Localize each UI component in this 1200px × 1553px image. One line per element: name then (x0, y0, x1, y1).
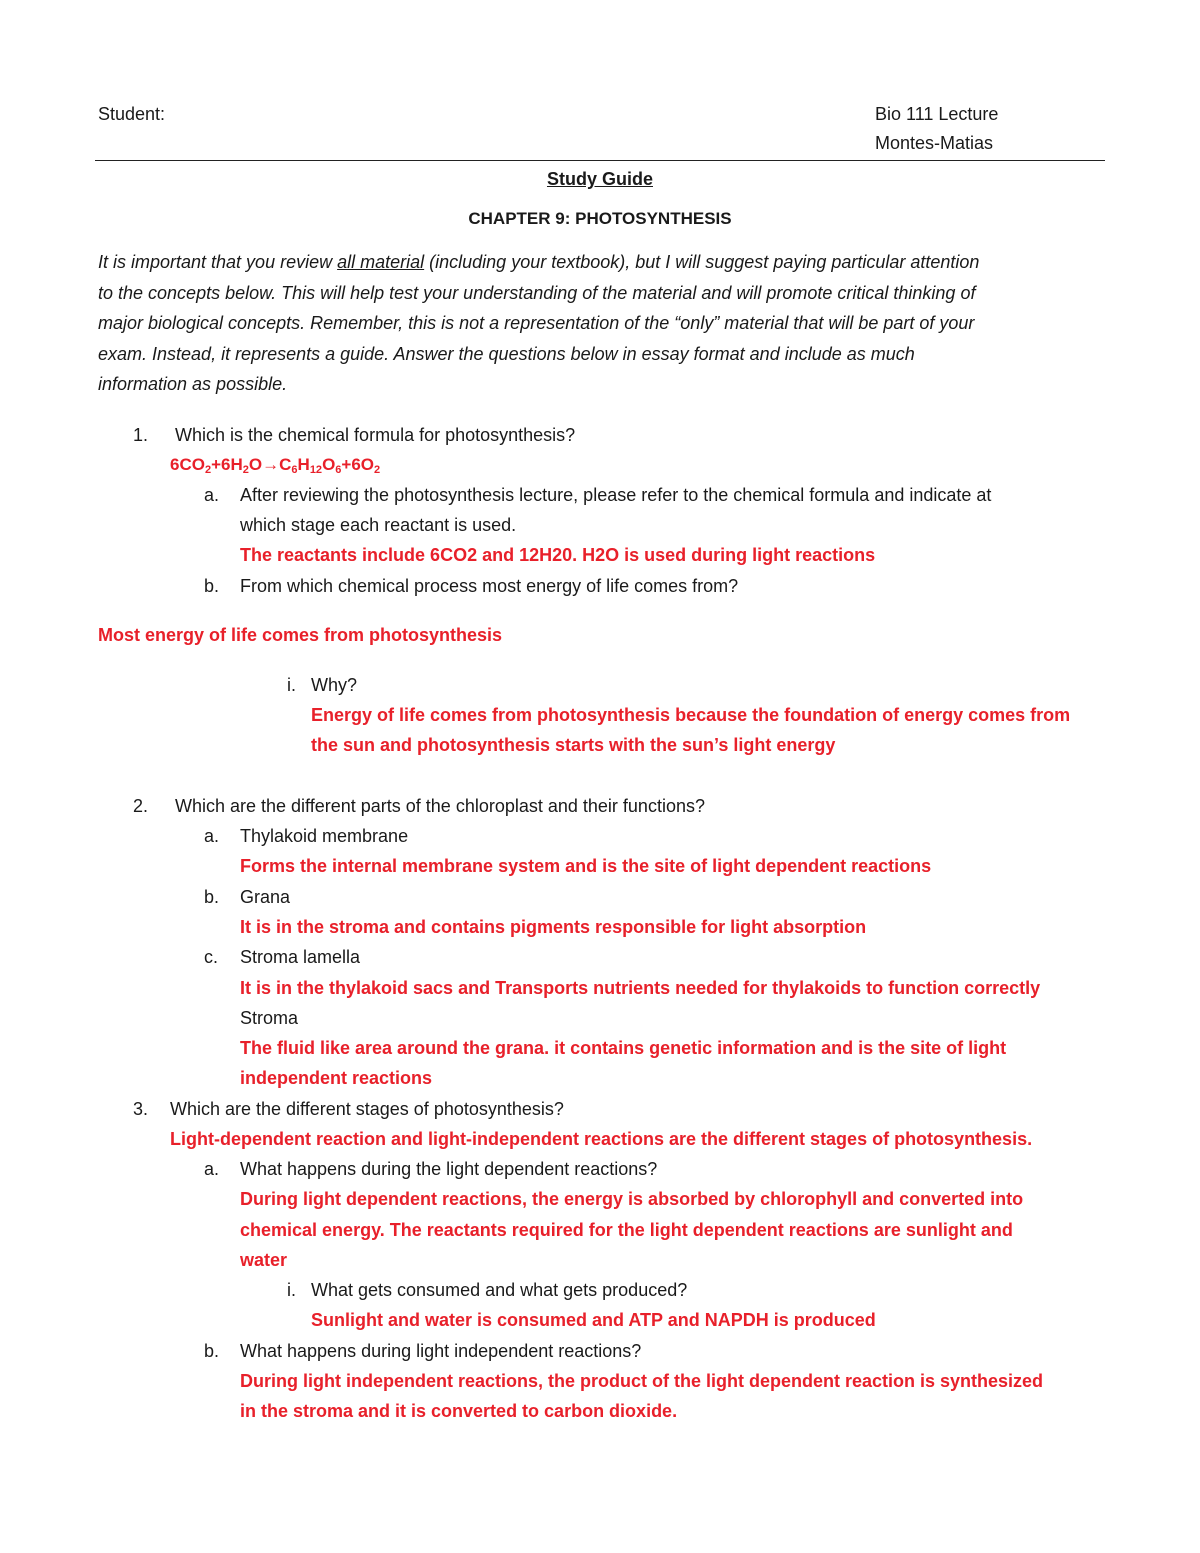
intro-line-3: major biological concepts. Remember, this is not a representation of the “only” material that will be part of your (98, 313, 975, 333)
q1a-answer: The reactants include 6CO2 and 12H20. H2O is used during light reactions (240, 545, 876, 565)
q3-text: Which are the different stages of photosynthesis? (170, 1099, 564, 1119)
q2c-answer: It is in the thylakoid sacs and Transports nutrients needed for thylakoids to function correctly (240, 978, 1041, 998)
intro-line-2: to the concepts below. This will help test your understanding of the material and will promote critical thinking of (98, 283, 976, 303)
q1bi-label: i. (287, 675, 296, 695)
intro-emphasis: all material (337, 252, 425, 272)
photosynthesis-formula: $6CO_2+6H_2O\to C_6H_{12}O_6+6O_2$ (170, 455, 381, 476)
header-divider (95, 160, 1105, 161)
page-title: Study Guide (546, 169, 653, 189)
q3a-answer-1: During light dependent reactions, the energy is absorbed by chlorophyll and converted into (240, 1189, 1024, 1209)
q1-text: Which is the chemical formula for photosynthesis? (175, 425, 576, 445)
q2-number: 2. (133, 796, 149, 816)
q1a-text-2: which stage each reactant is used. (240, 515, 517, 535)
q1a-label: a. (204, 485, 220, 505)
q3b-label: b. (204, 1341, 220, 1361)
student-label: Student: (98, 104, 166, 124)
q2b-answer: It is in the stroma and contains pigments responsible for light absorption (240, 917, 867, 937)
q3ai-text: What gets consumed and what gets produced? (311, 1280, 688, 1300)
q2-text: Which are the different parts of the chloroplast and their functions? (175, 796, 705, 816)
q3b-answer-2: in the stroma and it is converted to carbon dioxide. (240, 1401, 678, 1421)
q3-number: 3. (133, 1099, 149, 1119)
q2b-text: Grana (240, 887, 291, 907)
q1-number: 1. (133, 425, 149, 445)
q3ai-label: i. (287, 1280, 296, 1300)
intro-line-1 (98, 253, 979, 271)
q1b-label: b. (204, 576, 220, 596)
q2a-answer: Forms the internal membrane system and is the site of light dependent reactions (240, 856, 932, 876)
q3a-text: What happens during the light dependent reactions? (240, 1159, 658, 1179)
q1a-text-1: After reviewing the photosynthesis lecture, please refer to the chemical formula and indicate at (240, 485, 992, 505)
course-label: Bio 111 Lecture (875, 104, 999, 124)
arrow-icon: → (262, 455, 280, 474)
q3a-answer-2: chemical energy. The reactants required for the light dependent reactions are sunlight and (240, 1220, 1013, 1240)
chapter-heading: CHAPTER 9: PHOTOSYNTHESIS (468, 209, 732, 228)
q2b-label: b. (204, 887, 220, 907)
q2d-text: Stroma (240, 1008, 299, 1028)
intro-text: (including your textbook), but I will suggest paying particular attention (424, 252, 980, 272)
q1bi-answer-1: Energy of life comes from photosynthesis because the foundation of energy comes from (311, 705, 1071, 725)
q2d-answer-2: independent reactions (240, 1068, 433, 1088)
q2d-answer-1: The fluid like area around the grana. it contains genetic information and is the site of light (240, 1038, 1007, 1058)
q1b-text: From which chemical process most energy of life comes from? (240, 576, 739, 596)
q3a-label: a. (204, 1159, 220, 1179)
q2a-label: a. (204, 826, 220, 846)
q1bi-text: Why? (311, 675, 358, 695)
q3b-text: What happens during light independent reactions? (240, 1341, 642, 1361)
q3a-answer-3: water (240, 1250, 288, 1270)
intro-line-4: exam. Instead, it represents a guide. Answer the questions below in essay format and include as much (98, 344, 915, 364)
instructor-name: Montes-Matias (875, 133, 994, 153)
intro-line-5: information as possible. (98, 374, 288, 394)
q2a-text: Thylakoid membrane (240, 826, 409, 846)
q1bi-answer-2: the sun and photosynthesis starts with the sun’s light energy (311, 735, 836, 755)
q3b-answer-1: During light independent reactions, the product of the light dependent reaction is synthesized (240, 1371, 1044, 1391)
q1b-answer: Most energy of life comes from photosynthesis (98, 625, 503, 645)
q3-answer: Light-dependent reaction and light-independent reactions are the different stages of photosynthesis. (170, 1129, 1033, 1149)
intro-text: It is important that you review (98, 252, 338, 272)
q3ai-answer: Sunlight and water is consumed and ATP and NAPDH is produced (311, 1310, 876, 1330)
q2c-text: Stroma lamella (240, 947, 361, 967)
q2c-label: c. (204, 947, 219, 967)
